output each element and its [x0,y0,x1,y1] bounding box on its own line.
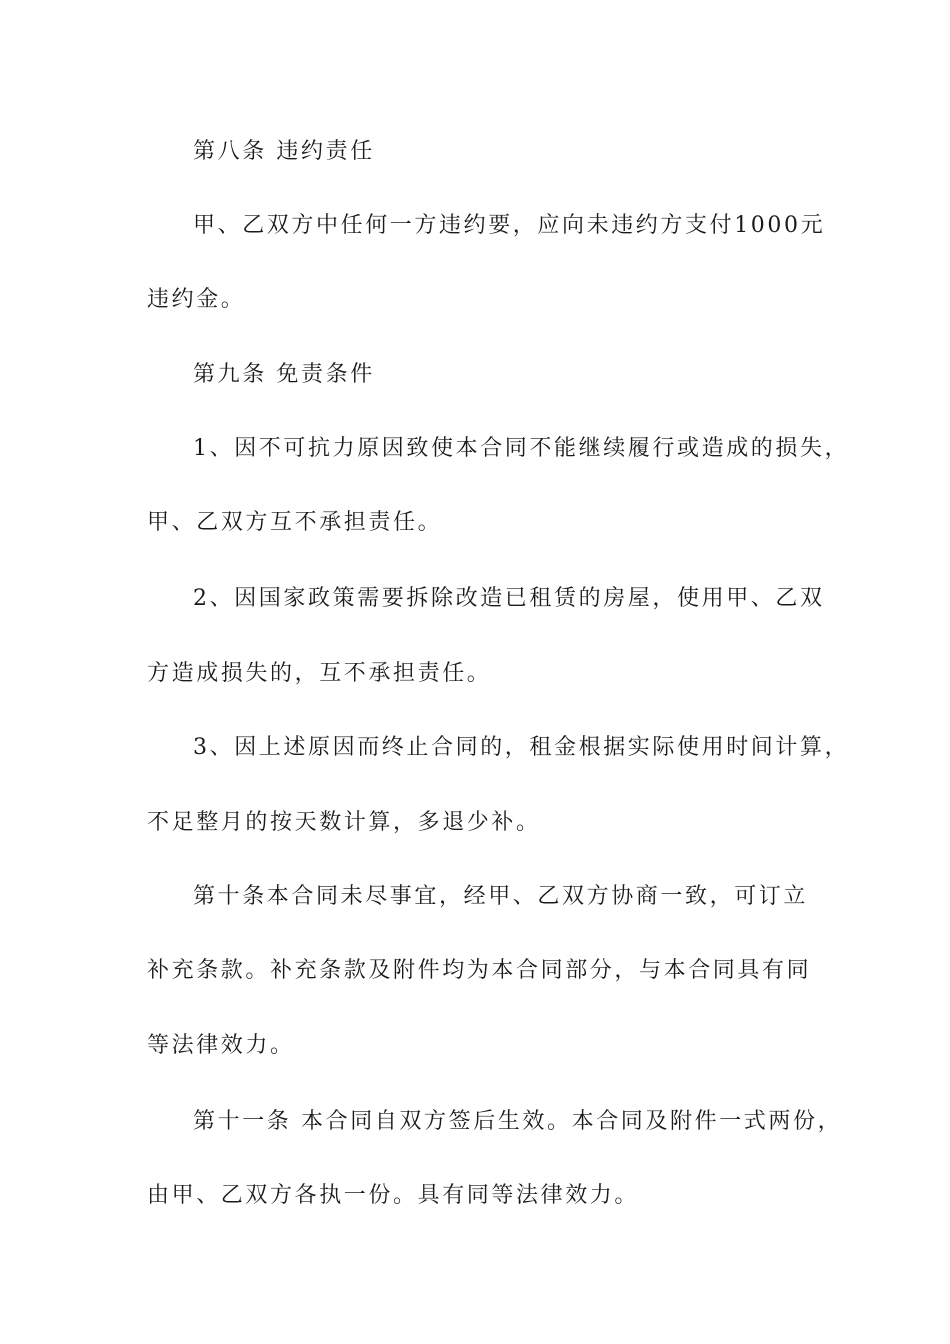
article-9-heading: 第九条 免责条件 [193,362,375,387]
article-9-item-2-line-2: 方造成损失的，互不承担责任。 [147,661,492,686]
article-9-item-1-line-1: 1、因不可抗力原因致使本合同不能继续履行或造成的损失， [193,436,850,461]
article-9-item-2-line-1: 2、因国家政策需要拆除改造已租赁的房屋，使用甲、乙双 [193,586,825,611]
article-9-item-1-line-2: 甲、乙双方互不承担责任。 [147,510,443,535]
article-10-line-1: 第十条本合同未尽事宜，经甲、乙双方协商一致，可订立 [193,884,809,909]
article-11-line-1: 第十一条 本合同自双方签后生效。本合同及附件一式两份， [193,1109,843,1134]
article-10-line-3: 等法律效力。 [147,1033,295,1058]
article-8-paragraph-line-1: 甲、乙双方中任何一方违约要，应向未违约方支付1000元 [193,213,826,238]
article-9-item-3-line-1: 3、因上述原因而终止合同的，租金根据实际使用时间计算， [193,735,850,760]
article-10-line-2: 补充条款。补充条款及附件均为本合同部分，与本合同具有同 [147,958,812,983]
article-9-item-3-line-2: 不足整月的按天数计算，多退少补。 [147,810,541,835]
article-8-paragraph-line-2: 违约金。 [147,287,246,312]
article-11-line-2: 由甲、乙双方各执一份。具有同等法律效力。 [147,1183,640,1208]
article-8-heading: 第八条 违约责任 [193,139,375,164]
